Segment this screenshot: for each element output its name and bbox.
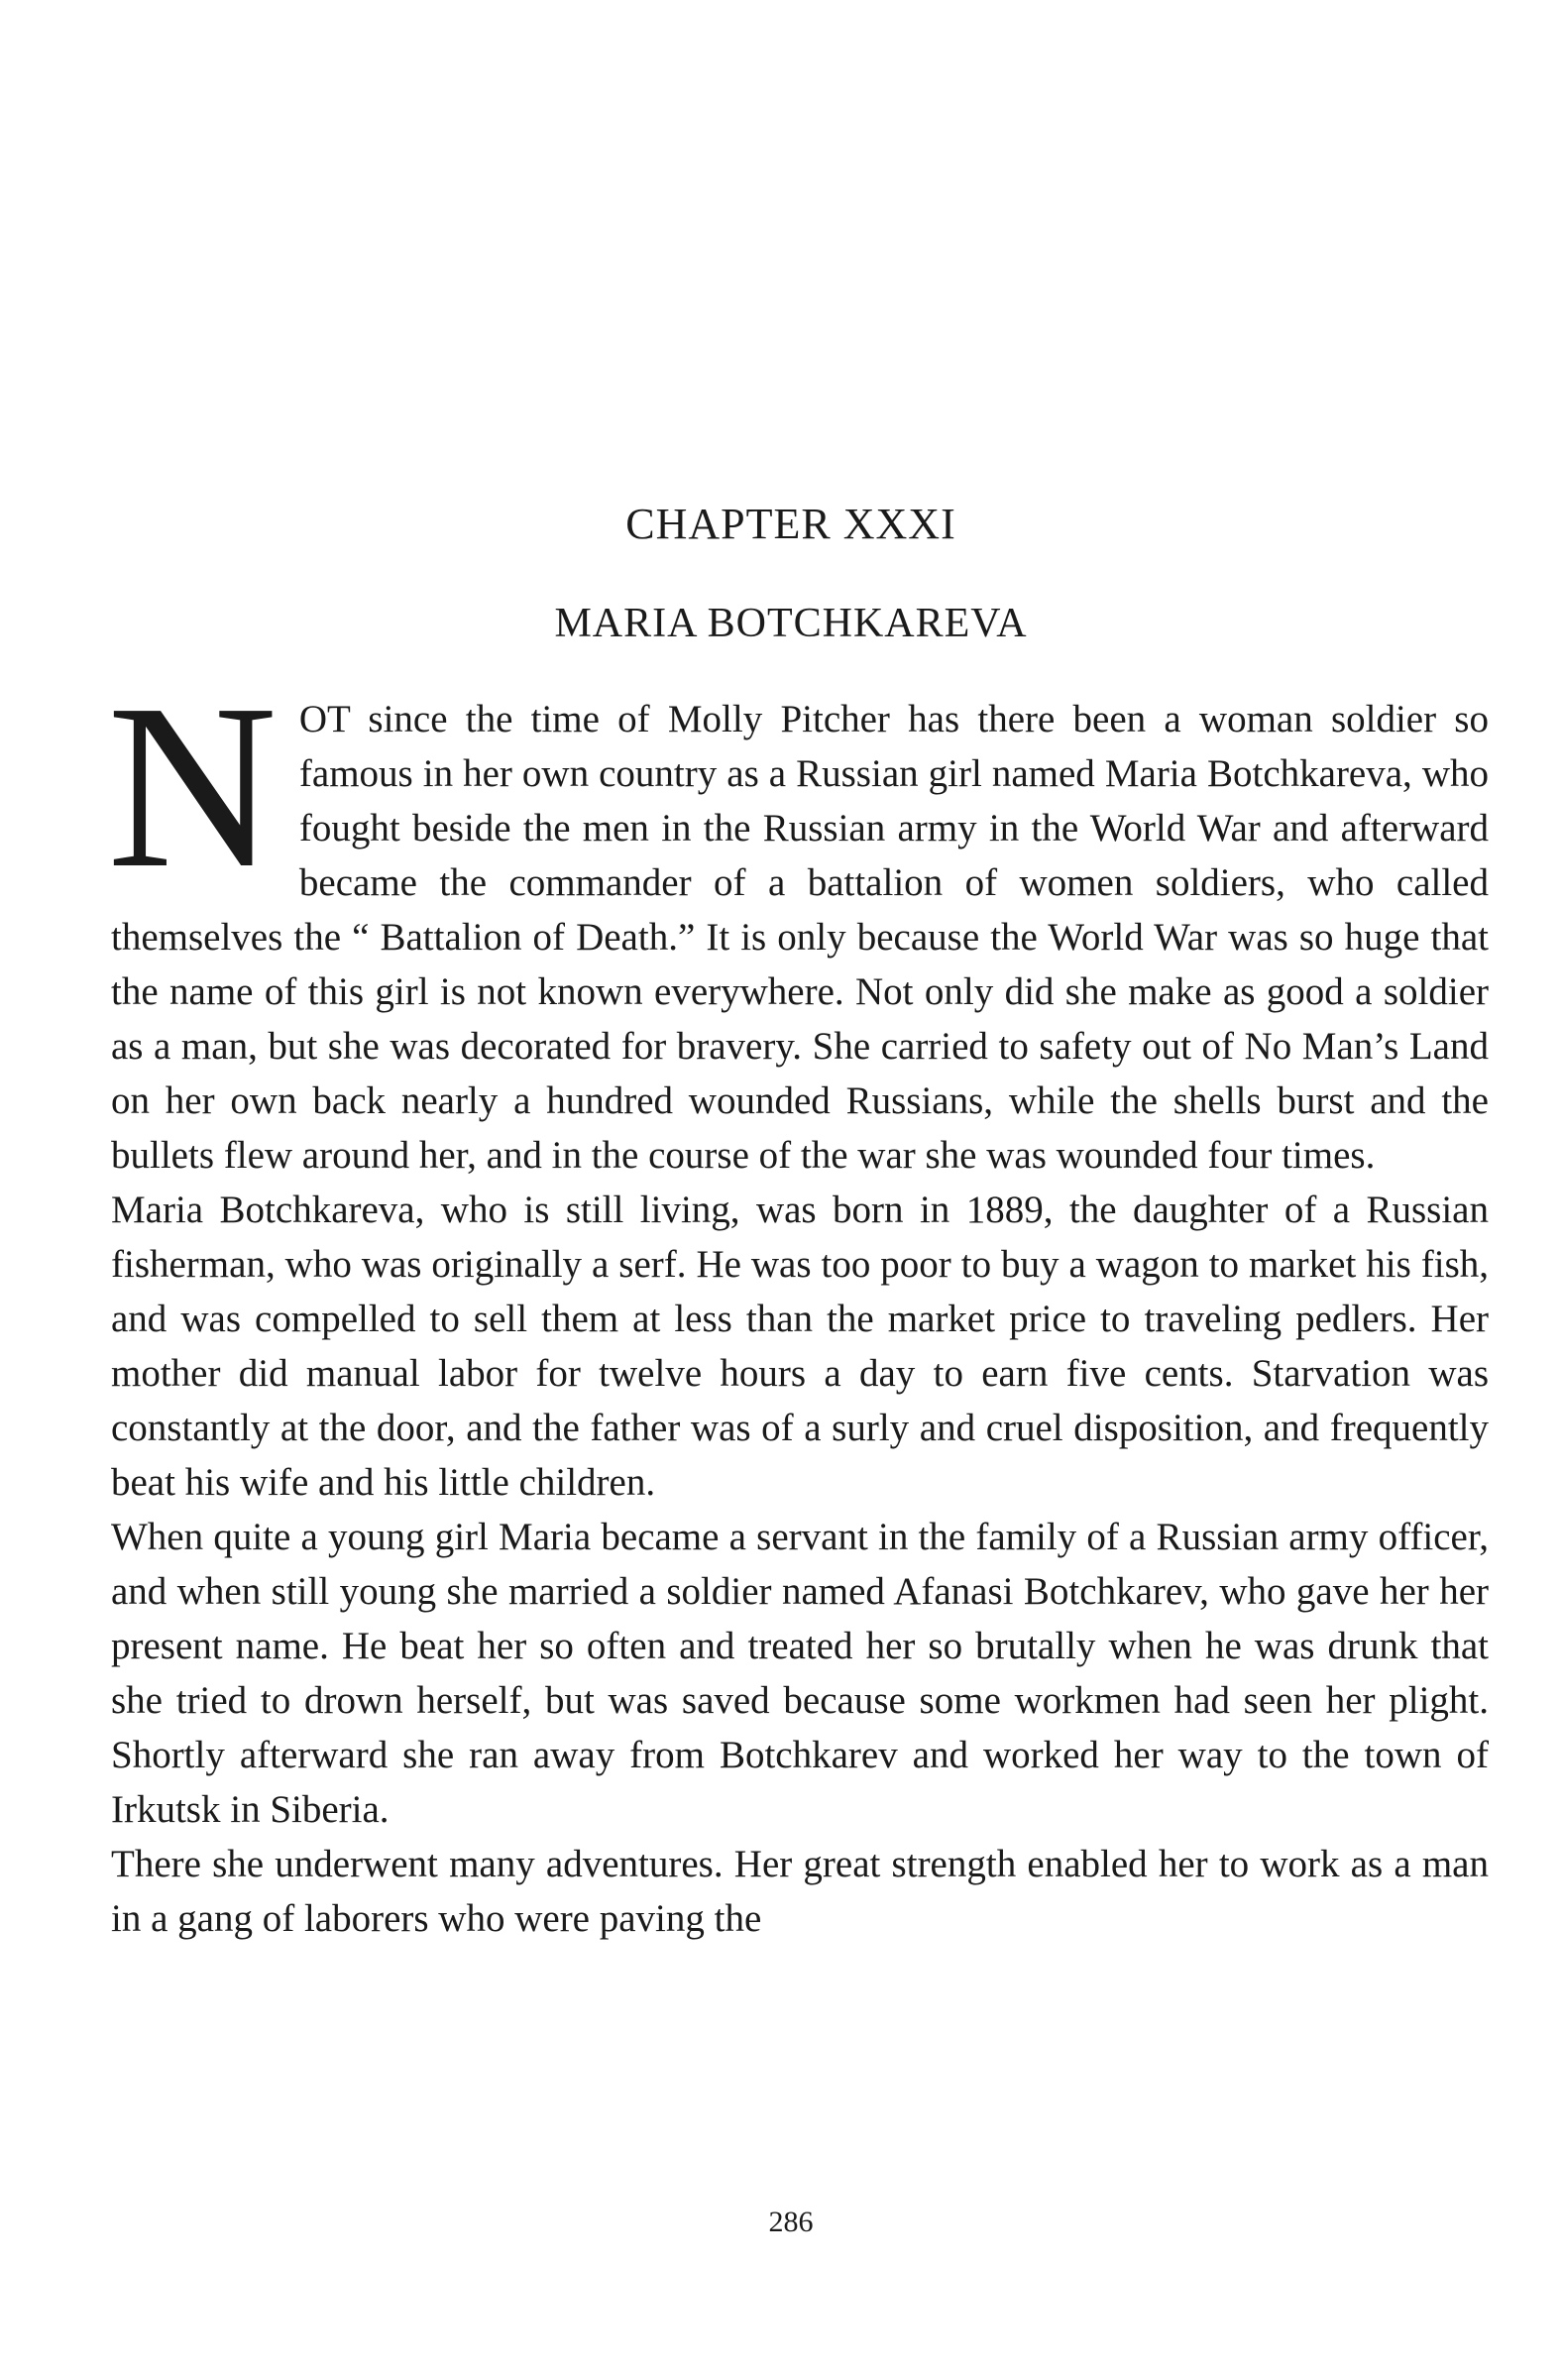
page-number: 286 bbox=[768, 2206, 814, 2238]
paragraph-1-text: OT since the time of Molly Pitcher has there been a woman soldier so famous in her own country as a Russian girl named Maria Botchkareva, who fought beside the men in the Russian army in the World War and afterward became the commander of a battalion of women soldiers, who called themselves the “ Battalion of Death.” It is only because the World War was so huge that the name of this girl is not known everywhere. Not only did she make as good a soldier as a man, but she was decorated for bravery. She carried to safety out of No Man’s Land on her own back nearly a hundred wounded Russians, while the shells burst and the bullets flew around her, and in the course of the war she was wounded four times. bbox=[111, 698, 1489, 1177]
chapter-body bbox=[107, 656, 1489, 1946]
paragraph-4: There she underwent many adventures. Her great strength enabled her to work as a man in a gang of laborers who were paving the bbox=[111, 1843, 1489, 1940]
paragraph-2: Maria Botchkareva, who is still living, was born in 1889, the daughter of a Russian fisherman, who was originally a serf. He was too poor to buy a wagon to market his fish, and was compelled to sell them at less than the market price to traveling pedlers. Her mother did manual labor for twelve hours a day to earn five cents. Starvation was constantly at the door, and the father was of a surly and cruel disposition, and frequently beat his wife and his little children. bbox=[111, 1189, 1489, 1504]
paragraph-3: When quite a young girl Maria became a servant in the family of a Russian army officer, and when still young she married a soldier named Afanasi Botchkarev, who gave her her present name. He beat her so often and treated her so brutally when he was drunk that she tried to drown herself, but was saved because some workmen had seen her plight. Shortly afterward she ran away from Botchkarev and worked her way to the town of Irkutsk in Siberia. bbox=[111, 1516, 1489, 1831]
paragraph-1 bbox=[107, 656, 1489, 1183]
chapter-title: MARIA BOTCHKAREVA bbox=[554, 601, 1028, 646]
drop-cap: N bbox=[107, 656, 278, 917]
chapter-number: CHAPTER XXXI bbox=[625, 500, 956, 548]
